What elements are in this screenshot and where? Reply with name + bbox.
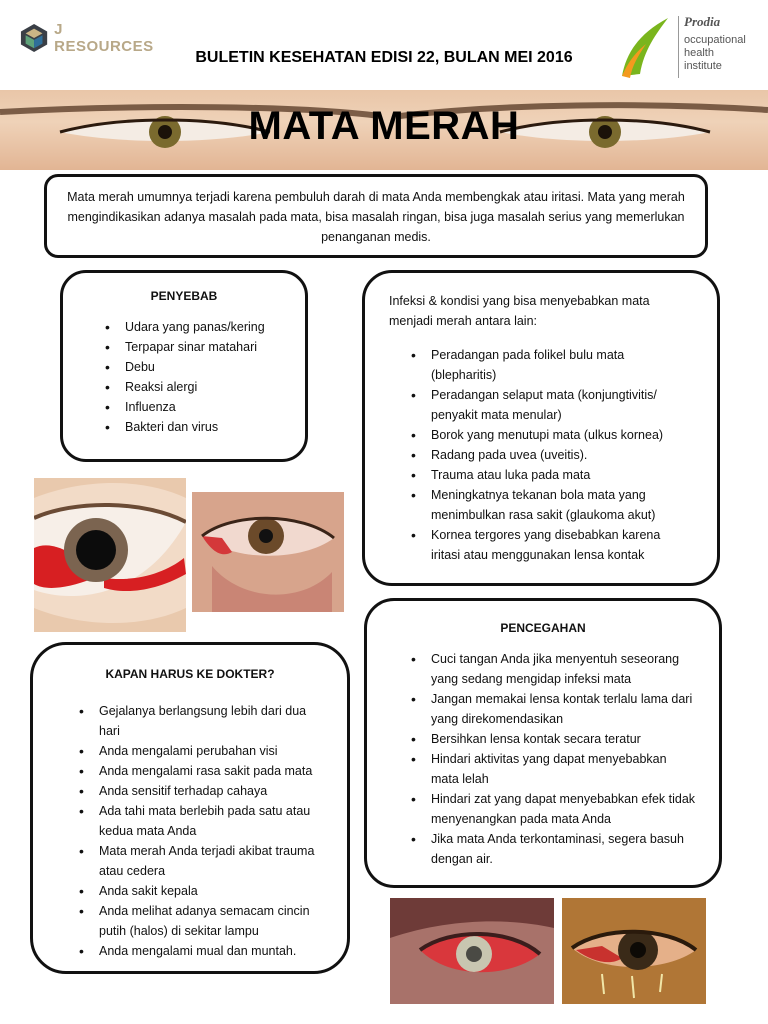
list-item: • Debu — [99, 357, 305, 377]
infeksi-list — [365, 345, 717, 565]
red-eye-photo-1-art — [34, 478, 186, 632]
prodia-logo-name: Prodia — [684, 14, 721, 29]
penyebab-box — [60, 270, 308, 462]
list-item: • Borok yang menutupi mata (ulkus kornea) — [405, 425, 691, 445]
list-item: • Anda mengalami rasa sakit pada mata — [73, 761, 323, 781]
list-item: • Gejalanya berlangsung lebih dari dua hari — [73, 701, 323, 741]
bulletin-title: BULETIN KESEHATAN EDISI 22, BULAN MEI 2016 — [195, 49, 573, 66]
list-item: • Radang pada uvea (uveitis). — [405, 445, 691, 465]
list-item: • Hindari aktivitas yang dapat menyebabkan mata lelah — [405, 749, 697, 789]
list-item: • Kornea tergores yang disebabkan karena iritasi atau menggunakan lensa kontak — [405, 525, 691, 565]
list-item: • Anda mengalami perubahan visi — [73, 741, 323, 761]
list-item: • Jika mata Anda terkontaminasi, segera basuh dengan air. — [405, 829, 697, 869]
penyebab-list — [63, 317, 305, 437]
prodia-logo — [616, 14, 756, 84]
list-item: • Ada tahi mata berlebih pada satu atau kedua mata Anda — [73, 801, 323, 841]
intro-box — [44, 174, 708, 258]
list-item: • Hindari zat yang dapat menyebabkan efek tidak menyenangkan pada mata Anda — [405, 789, 697, 829]
infeksi-intro: Infeksi & kondisi yang bisa menyebabkan mata menjadi merah antara lain: — [389, 294, 650, 328]
red-eye-photo-3 — [390, 898, 554, 1004]
pencegahan-list — [367, 649, 719, 869]
list-item: • Anda sakit kepala — [73, 881, 323, 901]
list-item: • Meningkatnya tekanan bola mata yang menimbulkan rasa sakit (glaukoma akut) — [405, 485, 691, 525]
intro-text: Mata merah umumnya terjadi karena pembuluh darah di mata Anda membengkak atau iritasi. Mata yang merah mengindikasikan adanya masalah pada mata, bisa masalah ringan, bisa juga masalah serius yang memerlukan penanganan medis. — [67, 190, 685, 244]
list-item: • Reaksi alergi — [99, 377, 305, 397]
red-eye-photo-4 — [562, 898, 706, 1004]
penyebab-title: PENYEBAB — [150, 289, 218, 303]
banner-title: MATA MERAH — [248, 104, 520, 148]
list-item: • Trauma atau luka pada mata — [405, 465, 691, 485]
logo-divider — [678, 16, 679, 78]
red-eye-photo-3-art — [390, 898, 554, 1004]
prodia-leaf-icon — [616, 14, 672, 80]
list-item: • Terpapar sinar matahari — [99, 337, 305, 357]
prodia-logo-subtitle: occupational health institute — [684, 34, 746, 72]
list-item: • Mata merah Anda terjadi akibat trauma atau cedera — [73, 841, 323, 881]
red-eye-photo-2-art — [192, 492, 344, 612]
pencegahan-box — [364, 598, 722, 888]
list-item: • Anda sensitif terhadap cahaya — [73, 781, 323, 801]
list-item: • Cuci tangan Anda jika menyentuh seseorang yang sedang mengidap infeksi mata — [405, 649, 697, 689]
j-resources-logo-text: J RESOURCES — [54, 21, 154, 55]
list-item: • Jangan memakai lensa kontak terlalu lama dari yang direkomendasikan — [405, 689, 697, 729]
list-item: • Bakteri dan virus — [99, 417, 305, 437]
list-item: • Anda melihat adanya semacam cincin putih (halos) di sekitar lampu — [73, 901, 323, 941]
list-item: • Bersihkan lensa kontak secara teratur — [405, 729, 697, 749]
kapan-title: KAPAN HARUS KE DOKTER? — [105, 667, 275, 681]
list-item: • Anda mengalami mual dan muntah. — [73, 941, 323, 961]
red-eye-photo-1 — [34, 478, 186, 632]
pencegahan-title: PENCEGAHAN — [500, 621, 586, 635]
kapan-list — [33, 701, 347, 961]
list-item: • Influenza — [99, 397, 305, 417]
list-item: • Peradangan selaput mata (konjungtivitis/ penyakit mata menular) — [405, 385, 691, 425]
infeksi-box — [362, 270, 720, 586]
red-eye-photo-4-art — [562, 898, 706, 1004]
list-item: • Peradangan pada folikel bulu mata (blepharitis) — [405, 345, 691, 385]
red-eye-photo-2 — [192, 492, 344, 612]
list-item: • Udara yang panas/kering — [99, 317, 305, 337]
kapan-box — [30, 642, 350, 974]
